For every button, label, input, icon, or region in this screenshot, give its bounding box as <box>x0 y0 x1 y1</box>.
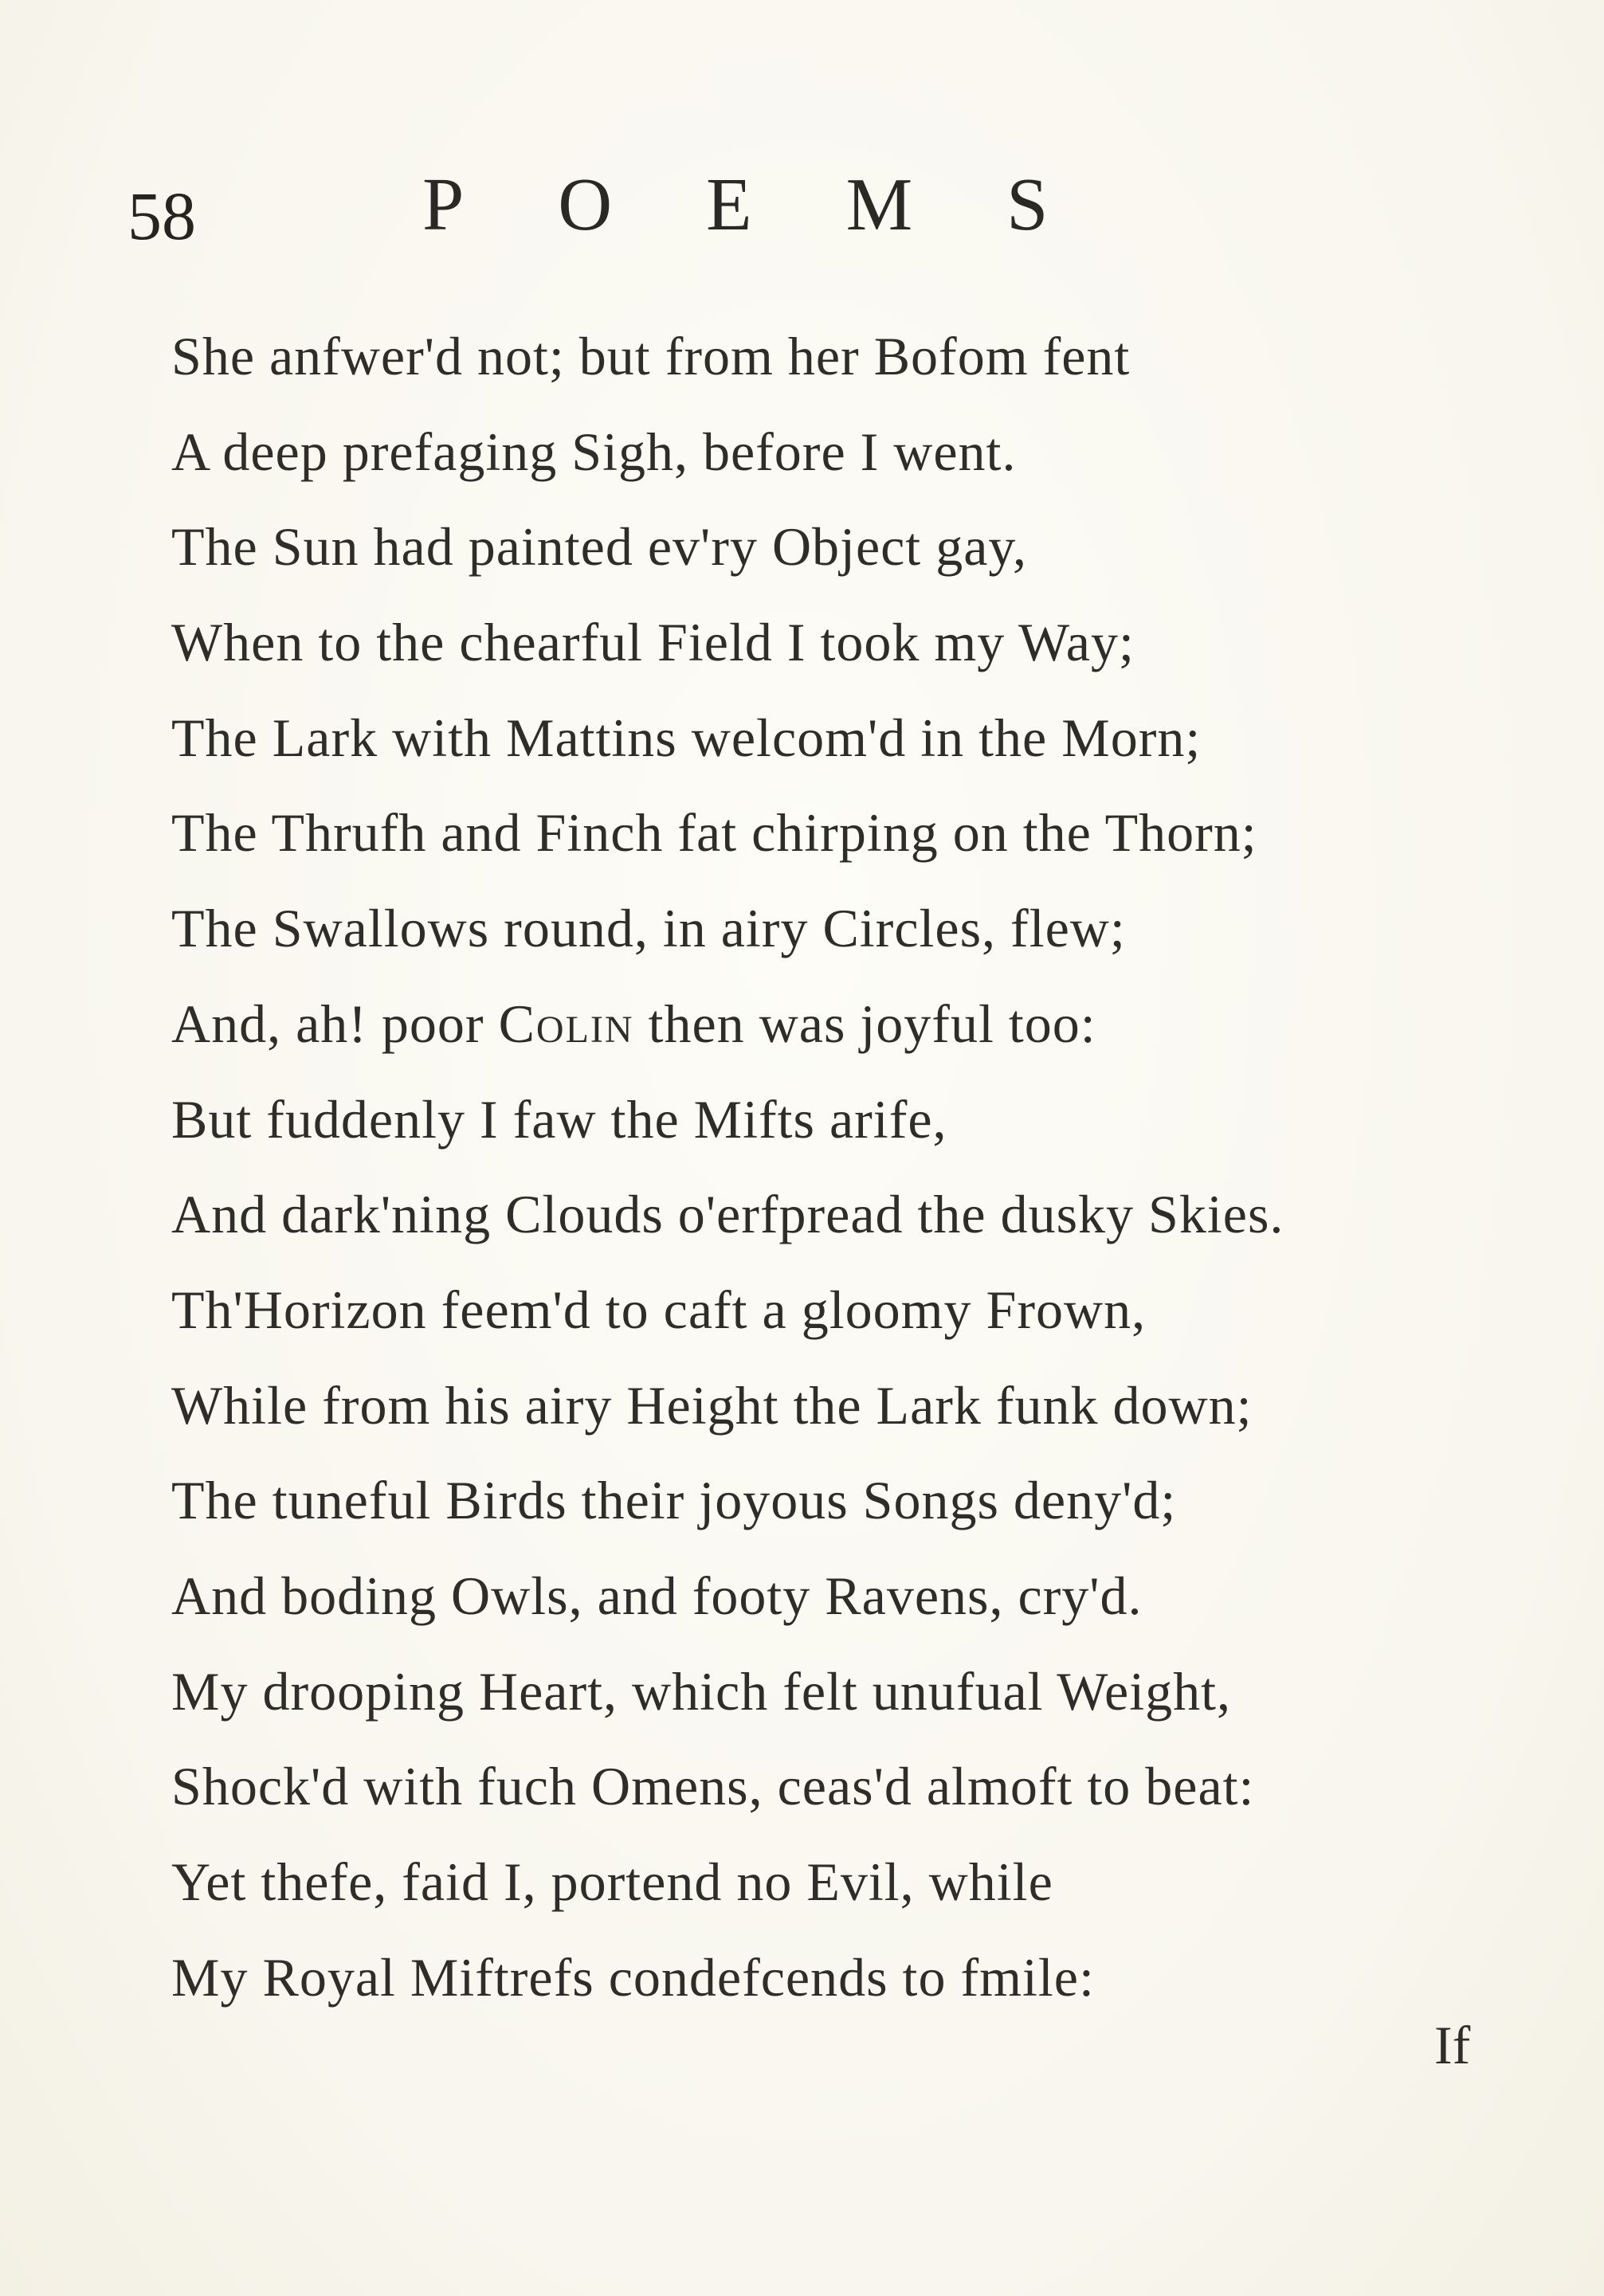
verse-line: And dark'ning Clouds o'erfpread the dusky Skies. <box>171 1184 1284 1245</box>
verse-line: And boding Owls, and footy Ravens, cry'd. <box>171 1565 1143 1626</box>
verse-line: While from his airy Height the Lark funk down; <box>171 1374 1253 1436</box>
verse-line: Th'Horizon feem'd to caft a gloomy Frown, <box>171 1279 1147 1340</box>
verse-line: She anfwer'd not; but from her Bofom fent <box>171 326 1131 386</box>
poem-text <box>171 309 1414 2025</box>
verse-line: The Sun had painted ev'ry Object gay, <box>171 516 1027 578</box>
verse-line: My drooping Heart, which felt unufual Weight, <box>171 1660 1231 1722</box>
verse-line-start: And, ah! poor <box>171 993 499 1054</box>
verse-line: Shock'd with fuch Omens, ceas'd almoft to beat: <box>171 1756 1255 1817</box>
verse-line: The tuneful Birds their joyous Songs deny'd; <box>171 1470 1177 1531</box>
verse-line-end: then was joyful too: <box>633 993 1096 1054</box>
verse-line: But fuddenly I faw the Mifts arife, <box>171 1088 947 1150</box>
verse-line: My Royal Miftrefs condefcends to fmile: <box>171 1946 1095 2008</box>
running-head <box>127 163 1179 255</box>
page-number: 58 <box>127 178 196 254</box>
verse-line: The Thrufh and Finch fat chirping on the Thorn; <box>171 802 1257 864</box>
verse-line: A deep prefaging Sigh, before I went. <box>171 421 1017 482</box>
verse-line: The Lark with Mattins welcom'd in the Morn; <box>171 707 1202 768</box>
verse-line: The Swallows round, in airy Circles, flew; <box>171 898 1126 959</box>
verse-line: When to the chearful Field I took my Way; <box>171 612 1135 673</box>
character-name: Colin <box>498 993 634 1054</box>
catchword: If <box>1434 2015 1471 2075</box>
running-title: POEMS <box>422 163 1143 246</box>
verse-line: Yet thefe, faid I, portend no Evil, while <box>171 1851 1053 1912</box>
verse-line <box>171 977 1414 1072</box>
